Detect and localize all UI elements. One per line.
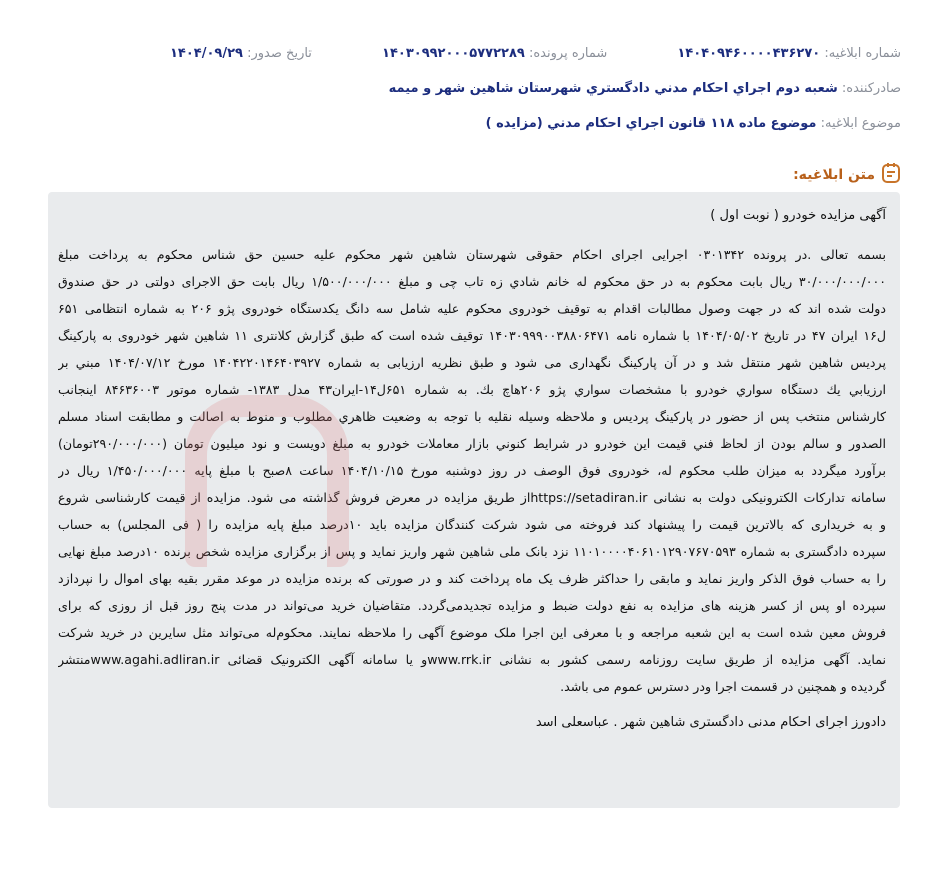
heading-text: متن ابلاغیه: xyxy=(793,167,875,183)
text-line: فروش معین شده است به این شعبه مراجعه و با معرفی این اجرا ملک موضوع آگهی را ملاحظه نمایند. محکوم‌له می‌تواند مثل سایرین در خرید شرکت xyxy=(58,625,886,640)
text-line: گردیده و همچنین در قسمت اجرا ودر دسترس عموم می باشد. xyxy=(560,679,886,694)
notepad-icon xyxy=(881,162,901,188)
subject-value: موضوع ماده ۱۱۸ قانون اجراي احكام مدني (مزايده ) xyxy=(485,116,817,131)
text-line: الصدور و سالم بودن از لحاظ فني قيمت اين خودرو در شرايط كنوني بازار معاملات خودرو به مبلغ دويست و نود ميليون تومان (۲۹۰/۰۰۰/۰۰۰تومان) xyxy=(58,436,886,451)
text-line: ۳۰/۰۰۰/۰۰۰/۰۰۰ ریال بابت محکوم به در حق محکوم له خانم شادي زه تاب چی و مبلغ ۱/۵۰۰/۰۰۰/۰۰۰ ریال بابت حق الاجرای دولتی در حق صندوق xyxy=(58,274,886,289)
text-line: ل۱۶ ایران ۴۷ در تاریخ ۱۴۰۴/۰۵/۰۲ با شماره نامه ۱۴۰۳۰۹۹۹۰۰۳۸۸۰۶۴۷۱ توقیف شده است که طبق گزارش کلانتری ۱۱ شاهین شهر خودروی به پارکینگ xyxy=(58,328,886,343)
text-line: را به حساب فوق الذکر واریز نماید و مابقی را حداکثر ظرف یک ماه پرداخت کند و در صورتی که برنده مزایده در موعد مقرر بقیه بهای اموال را نپردازد xyxy=(58,571,886,586)
text-line: نماید. آگهی مزایده از طریق سایت روزنامه رسمی کشور به نشانی www.rrk.irو یا سامانه آگهی الکترونیک قضائی www.agahi.adliran.irمنتشر xyxy=(58,652,886,667)
issuer xyxy=(389,81,901,96)
text-line: کارشناس منتخب پس از حضور در پارکینگ پردیس و ملاحظه وسیله نقلیه با توجه به وضعيت ظاهري مطلوب و منوط به اصالت و مطابقت اسناد مسلم xyxy=(58,409,886,424)
text-line: برآورد میگردد به میزان طلب محکوم له، خودروی فوق الوصف در روز دوشنبه مورخ ۱۴۰۴/۱۰/۱۵ ساعت ۸صبح با مبلغ پایه ۱/۴۵۰/۰۰۰/۰۰۰ ریال در xyxy=(58,463,886,478)
notice-title: آگهی مزایده خودرو ( نوبت اول ) xyxy=(710,208,886,223)
text-line: سامانه تدارکات الکترونیکی دولت به نشانی https://setadiran.irاز طریق مزایده در معرض فروش گذاشته می شود. مزایده از قیمت کارشناسی شروع xyxy=(58,490,886,505)
subject-label: موضوع ابلاغیه: xyxy=(820,116,901,131)
case-number-value: ۱۴۰۳۰۹۹۲۰۰۰۵۷۷۲۲۸۹ xyxy=(382,46,525,61)
issuer-label: صادرکننده: xyxy=(841,81,901,96)
notice-number-label: شماره ابلاغیه: xyxy=(824,46,901,61)
notice-number xyxy=(677,46,901,61)
case-number-label: شماره پرونده: xyxy=(528,46,608,61)
notice-text-heading xyxy=(793,162,901,188)
notice-number-value: ۱۴۰۴۰۹۴۶۰۰۰۰۴۳۶۲۷۰ xyxy=(677,46,821,61)
text-line: و به خریداری که بالاترین قیمت را پیشنهاد کند فروخته می شود شرکت کنندگان مزایده باید ۱۰درصد مبلغ پایه مزایده را ( فی المجلس) به حساب xyxy=(58,517,886,532)
case-number xyxy=(382,46,607,61)
notice-meta-row xyxy=(170,46,901,61)
notice-body xyxy=(48,192,900,808)
notice-paragraph xyxy=(58,241,886,700)
issue-date-value: ۱۴۰۴/۰۹/۲۹ xyxy=(170,46,243,61)
issue-date-label: تاریخ صدور: xyxy=(247,46,312,61)
text-line: بسمه تعالی .در پرونده ۰۳۰۱۳۴۲ اجرایی اجرای احکام حقوقی شهرستان شاهین شهر محکوم علیه حسین حق شناس محکوم به پرداخت مبلغ xyxy=(58,247,886,262)
signature: دادورز اجرای احکام مدنی دادگستری شاهین شهر . عباسعلی اسد xyxy=(535,715,886,730)
issuer-value: شعبه دوم اجراي احكام مدني دادگستري شهرستان شاهين شهر و ميمه xyxy=(388,81,838,96)
text-line: سپرده دادگستری به شماره ۱۱۰۱۰۰۰۰۴۰۶۱۰۱۲۹۰۷۶۷۰۵۹۳ نزد بانک ملی شاهین شهر واریز نماید و پس از برگزاری مزایده شخص برنده ۱۰درصد مبلغ نهایی xyxy=(58,544,886,559)
text-line: پردیس شاهین شهر منتقل شد و در آن پارکینگ نگهداری می شود و طبق نظریه ارزیابی به شماره ۱۴۰۴۲۲۰۱۴۶۴۰۳۹۲۷ مورخ ۱۴۰۴/۰۷/۱۲ مبني بر xyxy=(58,355,886,370)
text-line: سپرده او پس از کسر هزینه های مزایده به نفع دولت ضبط و مزایده تجدیدمی‌گردد. متقاضیان خرید می‌تواند در مدت پنج روز قبل از روزی که برای xyxy=(58,598,886,613)
issue-date xyxy=(170,46,312,61)
text-line: ارزيابي يك دستگاه سواري خودرو با مشخصات سواري پژو ۲۰۶هاچ بك. به شماره ۶۵۱ل۱۴-ایران۴۳ مدل ۱۳۸۳- شماره موتور ۸۴۶۳۶۰۰۳ اینجانب xyxy=(58,382,886,397)
subject xyxy=(486,116,901,131)
text-line: دولت شده اند که در جهت وصول مطالبات اقدام به توقیف خودروی محکوم علیه شامل سه دانگ یکدستگاه خودروی پژو ۲۰۶ به شماره انتظامی ۶۵۱ xyxy=(58,301,886,316)
